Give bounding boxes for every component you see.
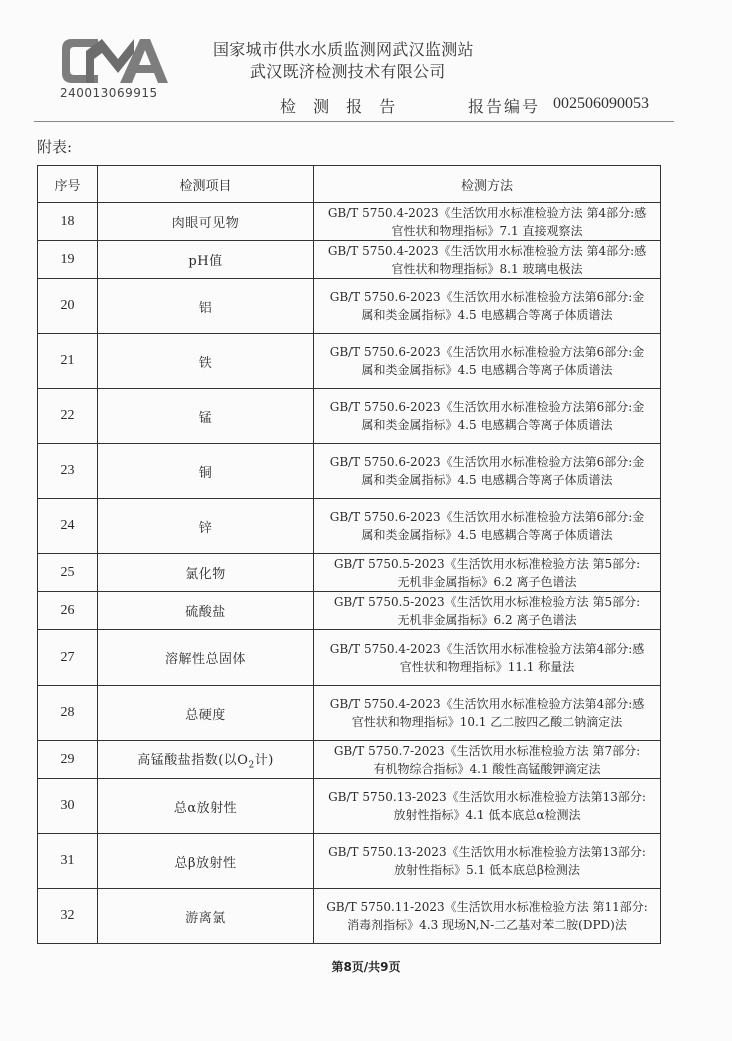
method-line: GB/T 5750.13-2023《生活饮用水标准检验方法第13部分:: [328, 790, 646, 804]
col-header-item: 检测项目: [98, 166, 314, 203]
method-line: 官性状和物理指标》8.1 玻璃电极法: [391, 261, 583, 276]
row-item: 铁: [98, 334, 314, 389]
table-row: [38, 834, 661, 889]
row-no: 26: [38, 592, 98, 630]
report-title: 检 测 报 告: [280, 97, 402, 116]
method-line: 无机非金属指标》6.2 离子色谱法: [397, 612, 577, 627]
method-line: GB/T 5750.6-2023《生活饮用水标准检验方法第6部分:金: [329, 400, 645, 414]
row-no: 32: [38, 889, 98, 944]
header-divider: [34, 121, 674, 122]
row-no: 28: [38, 686, 98, 741]
row-method: [314, 444, 661, 499]
col-header-no: 序号: [38, 166, 98, 203]
row-method: [314, 389, 661, 444]
method-line: 属和类金属指标》4.5 电感耦合等离子体质谱法: [361, 363, 613, 377]
method-line: GB/T 5750.7-2023《生活饮用水标准检验方法 第7部分:: [333, 743, 641, 758]
method-line: 属和类金属指标》4.5 电感耦合等离子体质谱法: [361, 308, 613, 322]
row-no: 22: [38, 389, 98, 444]
method-line: GB/T 5750.6-2023《生活饮用水标准检验方法第6部分:金: [329, 455, 645, 469]
methods-table: [37, 165, 661, 944]
method-line: 无机非金属指标》6.2 离子色谱法: [397, 574, 577, 589]
table-row: [38, 334, 661, 389]
row-no: 23: [38, 444, 98, 499]
row-item: 总β放射性: [98, 834, 314, 889]
row-method: [314, 741, 661, 779]
org-name-line1: 国家城市供水水质监测网武汉监测站: [213, 40, 474, 59]
method-line: GB/T 5750.4-2023《生活饮用水标准检验方法 第4部分:感: [327, 205, 647, 220]
method-line: 官性状和物理指标》11.1 称量法: [399, 659, 575, 674]
method-line: 放射性指标》4.1 低本底总α检测法: [393, 808, 581, 822]
attachment-label: 附表:: [37, 138, 73, 156]
method-line: 属和类金属指标》4.5 电感耦合等离子体质谱法: [361, 473, 613, 487]
row-method: [314, 889, 661, 944]
report-header: [0, 0, 732, 130]
method-line: GB/T 5750.4-2023《生活饮用水标准检验方法第4部分:感: [329, 697, 645, 711]
method-line: GB/T 5750.4-2023《生活饮用水标准检验方法第4部分:感: [329, 641, 645, 656]
table-header-row: [38, 166, 661, 203]
row-method: [314, 834, 661, 889]
method-line: GB/T 5750.6-2023《生活饮用水标准检验方法第6部分:金: [329, 345, 645, 359]
row-item: 总α放射性: [98, 779, 314, 834]
table-row: [38, 444, 661, 499]
table-row: [38, 686, 661, 741]
row-item: pH值: [98, 241, 314, 279]
row-item: 肉眼可见物: [98, 203, 314, 241]
cma-logo-icon: [58, 33, 170, 89]
report-number-label: 报告编号: [468, 97, 541, 116]
row-no: 27: [38, 630, 98, 686]
table-row: [38, 592, 661, 630]
item-text: 计): [254, 752, 274, 768]
row-no: 25: [38, 554, 98, 592]
row-item: [98, 741, 314, 779]
table-row: [38, 779, 661, 834]
row-method: [314, 554, 661, 592]
row-method: [314, 630, 661, 686]
method-line: GB/T 5750.13-2023《生活饮用水标准检验方法第13部分:: [328, 845, 646, 859]
method-line: 官性状和物理指标》10.1 乙二胺四乙酸二钠滴定法: [351, 715, 623, 729]
table-row: [38, 499, 661, 554]
method-line: 属和类金属指标》4.5 电感耦合等离子体质谱法: [361, 528, 613, 542]
table-row: [38, 389, 661, 444]
page-number: 第8页/共9页: [331, 960, 401, 974]
row-no: 31: [38, 834, 98, 889]
row-method: [314, 279, 661, 334]
table-row: [38, 279, 661, 334]
row-method: [314, 779, 661, 834]
row-item: 铝: [98, 279, 314, 334]
row-no: 18: [38, 203, 98, 241]
method-line: GB/T 5750.11-2023《生活饮用水标准检验方法 第11部分:: [326, 900, 648, 914]
method-line: GB/T 5750.5-2023《生活饮用水标准检验方法 第5部分:: [333, 556, 641, 571]
row-item: 锰: [98, 389, 314, 444]
method-line: GB/T 5750.6-2023《生活饮用水标准检验方法第6部分:金: [329, 290, 645, 304]
row-method: [314, 686, 661, 741]
item-subscript: 2: [248, 760, 255, 771]
row-no: 30: [38, 779, 98, 834]
method-line: GB/T 5750.6-2023《生活饮用水标准检验方法第6部分:金: [329, 510, 645, 524]
method-line: 属和类金属指标》4.5 电感耦合等离子体质谱法: [361, 418, 613, 432]
method-line: GB/T 5750.4-2023《生活饮用水标准检验方法 第4部分:感: [327, 243, 647, 258]
row-item: 锌: [98, 499, 314, 554]
row-method: [314, 592, 661, 630]
report-number: 002506090053: [553, 95, 649, 112]
table-row: [38, 241, 661, 279]
row-method: [314, 203, 661, 241]
row-method: [314, 334, 661, 389]
table-row: [38, 203, 661, 241]
row-no: 21: [38, 334, 98, 389]
method-line: 消毒剂指标》4.3 现场N,N-二乙基对苯二胺(DPD)法: [347, 918, 627, 932]
row-item: 游离氯: [98, 889, 314, 944]
row-item: 铜: [98, 444, 314, 499]
row-item: 溶解性总固体: [98, 630, 314, 686]
table-row: [38, 630, 661, 686]
row-method: [314, 499, 661, 554]
row-no: 24: [38, 499, 98, 554]
method-line: 官性状和物理指标》7.1 直接观察法: [391, 223, 583, 238]
col-header-method: 检测方法: [314, 166, 661, 203]
row-item: 总硬度: [98, 686, 314, 741]
row-method: [314, 241, 661, 279]
row-no: 20: [38, 279, 98, 334]
row-no: 19: [38, 241, 98, 279]
org-name-line2: 武汉既济检测技术有限公司: [250, 62, 446, 81]
table-row: [38, 889, 661, 944]
method-line: 放射性指标》5.1 低本底总β检测法: [394, 863, 580, 877]
cma-cert-number: 240013069915: [60, 86, 158, 100]
row-item: 硫酸盐: [98, 592, 314, 630]
table-row: [38, 741, 661, 779]
row-no: 29: [38, 741, 98, 779]
row-item: 氯化物: [98, 554, 314, 592]
table-row: [38, 554, 661, 592]
method-line: GB/T 5750.5-2023《生活饮用水标准检验方法 第5部分:: [333, 594, 641, 609]
method-line: 有机物综合指标》4.1 酸性高锰酸钾滴定法: [373, 761, 601, 776]
item-text: 高锰酸盐指数(以O: [137, 752, 249, 768]
